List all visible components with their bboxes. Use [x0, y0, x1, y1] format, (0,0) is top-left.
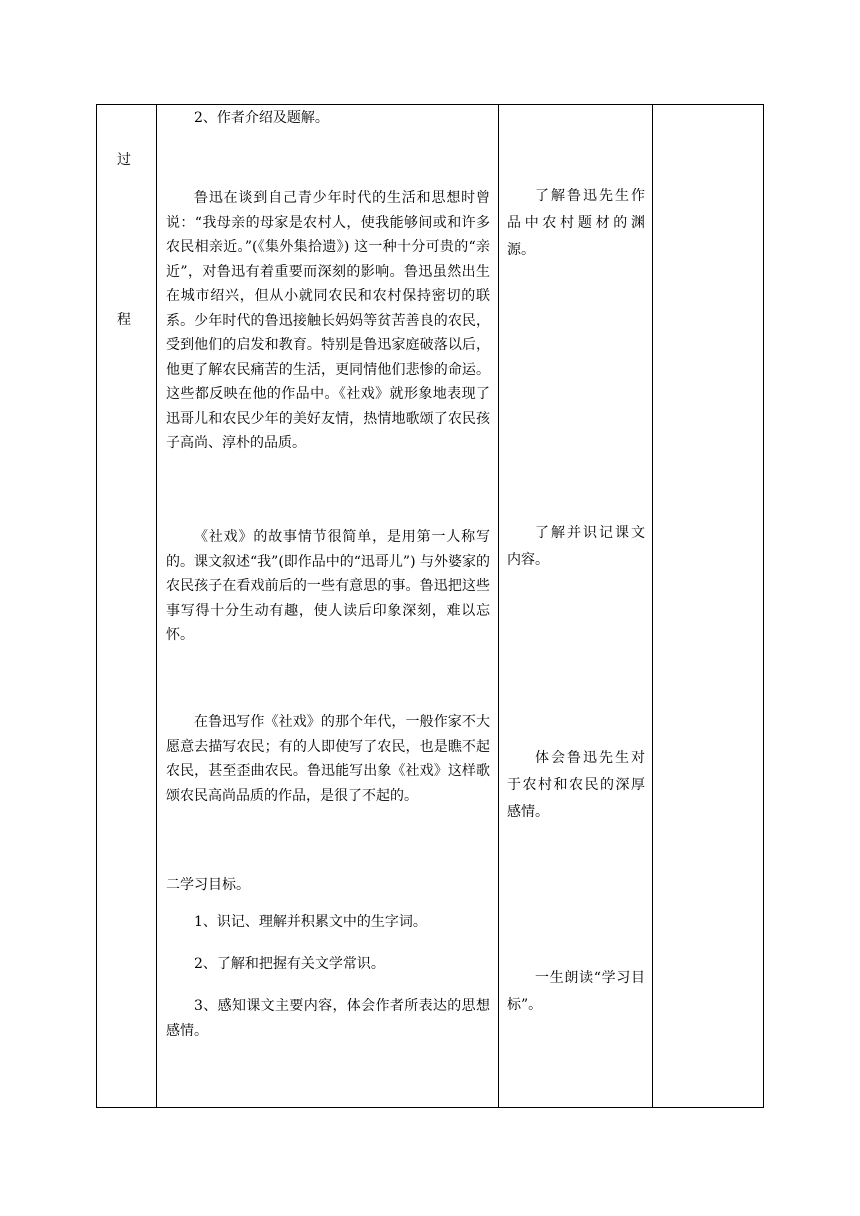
column-divider-2 [498, 104, 499, 1108]
section-heading-author: 2、作者介绍及题解。 [194, 110, 329, 126]
paragraph-significance: 在鲁迅写作《社戏》的那个年代，一般作家不大愿意去描写农民；有的人即使写了农民，也是瞧不起农民，甚至歪曲农民。鲁迅能写出象《社戏》这样歌颂农民高尚品质的作品，是很了不起的。 [166, 714, 490, 804]
note-feelings-for-peasants: 体会鲁迅先生对于农村和农民的深厚感情。 [507, 750, 645, 820]
note-luxun-rural-origin: 了解鲁迅先生作品中农村题材的渊源。 [507, 188, 645, 258]
note-read-goals: 一生朗读“学习目标”。 [507, 970, 645, 1013]
column-divider-3 [652, 104, 653, 1108]
column-divider-1 [156, 104, 157, 1108]
side-label-bottom: 程 [117, 312, 131, 328]
goal-item-2: 2、了解和把握有关文学常识。 [194, 956, 385, 972]
note-understand-content: 了解并识记课文内容。 [507, 525, 645, 568]
goal-item-1: 1、识记、理解并积累文中的生字词。 [194, 914, 427, 930]
paragraph-luxun-background: 鲁迅在谈到自己青少年时代的生活和思想时曾说：“我母亲的母家是农村人，使我能够间或和许多农民相亲近。”(《集外集拾遗》) 这一种十分可贵的“亲近”，对鲁迅有着重要而深刻的影响。鲁迅虽然出生在城市绍兴，但从小就同农民和农村保持密切的联系。少年时代的鲁迅接触长妈妈等贫苦善良的农民，受到他们的启发和教育。特别是鲁迅家庭破落以后，他更了解农民痛苦的生活，更同情他们悲惨的命运。这些都反映在他的作品中。《社戏》就形象地表现了迅哥儿和农民少年的美好友情，热情地歌颂了农民孩子高尚、淳朴的品质。 [166, 190, 490, 451]
goal-item-3: 3、感知课文主要内容，体会作者所表达的思想感情。 [166, 998, 490, 1039]
paragraph-story-summary: 《社戏》的故事情节很简单，是用第一人称写的。课文叙述“我”(即作品中的“迅哥儿”) 与外婆家的农民孩子在看戏前后的一些有意思的事。鲁迅把这些事写得十分生动有趣，使人读后印象深刻，难以忘怀。 [166, 529, 491, 643]
side-label-top: 过 [117, 152, 131, 168]
section-heading-goals: 二学习目标。 [166, 877, 250, 893]
